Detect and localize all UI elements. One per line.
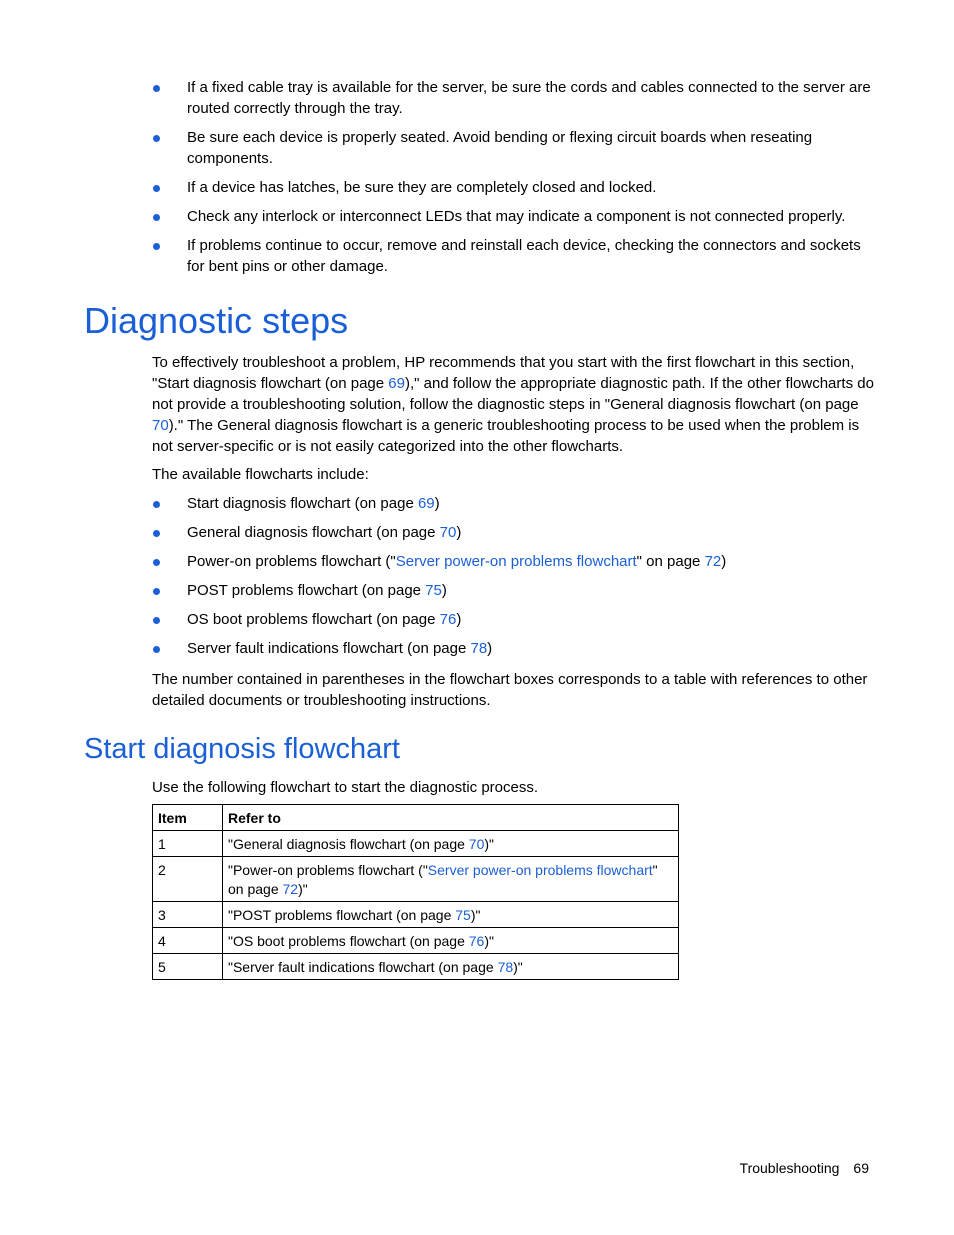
reference-table bbox=[152, 804, 679, 980]
item-cell: 4 bbox=[153, 928, 223, 954]
page-link[interactable]: 78 bbox=[497, 959, 514, 975]
flowchart-list bbox=[152, 493, 877, 667]
table-row bbox=[153, 954, 679, 980]
page-footer bbox=[740, 1158, 869, 1178]
bullet-icon bbox=[153, 646, 160, 653]
refer-cell: "Power-on problems flowchart ("Server power-on problems flowchart" on page 72)" bbox=[223, 857, 679, 902]
bullet-icon bbox=[153, 185, 160, 192]
flowchart-link[interactable]: Server power-on problems flowchart bbox=[427, 862, 653, 878]
start-diagnosis-intro: Use the following flowchart to start the diagnostic process. bbox=[152, 779, 539, 796]
page-link[interactable]: 70 bbox=[468, 836, 485, 852]
page-link[interactable]: 69 bbox=[417, 495, 435, 512]
bullet-icon bbox=[153, 214, 160, 221]
table-header-row bbox=[153, 805, 679, 831]
list-item: Server fault indications flowchart (on page 78) bbox=[152, 638, 877, 659]
refer-cell: "OS boot problems flowchart (on page 76)" bbox=[223, 928, 679, 954]
page-number: 69 bbox=[853, 1160, 869, 1176]
page-link[interactable]: 75 bbox=[455, 907, 471, 923]
table-row bbox=[153, 928, 679, 954]
page-link[interactable]: 78 bbox=[470, 640, 488, 657]
page-link[interactable]: 76 bbox=[439, 611, 457, 628]
item-cell: 3 bbox=[153, 902, 223, 928]
table-row bbox=[153, 831, 679, 857]
item-cell: 5 bbox=[153, 954, 223, 980]
list-item: If a fixed cable tray is available for the server, be sure the cords and cables connected to the server are routed correctly through the tray. bbox=[152, 77, 877, 119]
flowchart-link[interactable]: Server power-on problems flowchart bbox=[395, 553, 637, 570]
table-row bbox=[153, 857, 679, 902]
list-item: If a device has latches, be sure they are completely closed and locked. bbox=[152, 177, 877, 198]
intro-paragraph: To effectively troubleshoot a problem, HP recommends that you start with the first flowchart in this section, "Start diagnosis flowchart (on page 69)," and follow the appropriate diagnostic path. If the other flowcharts do not provide a troubleshooting solution, follow the diagnostic steps in "General diagnosis flowchart (on page 70)." The General diagnosis flowchart is a generic troubleshooting process to be used when the problem is not server-specific or is not easily categorized into the other flowcharts. bbox=[152, 354, 874, 455]
page-link[interactable]: 72 bbox=[704, 553, 722, 570]
page-link[interactable]: 69 bbox=[388, 375, 405, 392]
bullet-icon bbox=[153, 85, 160, 92]
item-cell: 1 bbox=[153, 831, 223, 857]
page-link[interactable]: 70 bbox=[439, 524, 457, 541]
column-header-item: Item bbox=[153, 805, 223, 831]
refer-cell: "POST problems flowchart (on page 75)" bbox=[223, 902, 679, 928]
available-flowcharts-label: The available flowcharts include: bbox=[152, 466, 369, 483]
numbers-note-paragraph: The number contained in parentheses in the flowchart boxes corresponds to a table with references to other detailed documents or troubleshooting instructions. bbox=[152, 671, 868, 709]
bullet-icon bbox=[153, 559, 160, 566]
list-item: Power-on problems flowchart ("Server power-on problems flowchart" on page 72) bbox=[152, 551, 877, 572]
refer-cell: "General diagnosis flowchart (on page 70)" bbox=[223, 831, 679, 857]
column-header-refer-to: Refer to bbox=[223, 805, 679, 831]
table-row bbox=[153, 902, 679, 928]
list-item: Be sure each device is properly seated. Avoid bending or flexing circuit boards when reseating components. bbox=[152, 127, 877, 169]
page-link[interactable]: 70 bbox=[152, 417, 169, 434]
list-item: Start diagnosis flowchart (on page 69) bbox=[152, 493, 877, 514]
list-item: General diagnosis flowchart (on page 70) bbox=[152, 522, 877, 543]
bullet-icon bbox=[153, 243, 160, 250]
list-item: POST problems flowchart (on page 75) bbox=[152, 580, 877, 601]
list-item: OS boot problems flowchart (on page 76) bbox=[152, 609, 877, 630]
page-link[interactable]: 75 bbox=[425, 582, 442, 599]
page-link[interactable]: 76 bbox=[468, 933, 485, 949]
precaution-list bbox=[152, 77, 877, 285]
footer-section: Troubleshooting bbox=[739, 1160, 840, 1176]
bullet-icon bbox=[153, 501, 160, 508]
bullet-icon bbox=[153, 617, 160, 624]
list-item: If problems continue to occur, remove and reinstall each device, checking the connectors and sockets for bent pins or other damage. bbox=[152, 235, 877, 277]
refer-cell: "Server fault indications flowchart (on page 78)" bbox=[223, 954, 679, 980]
bullet-icon bbox=[153, 588, 160, 595]
item-cell: 2 bbox=[153, 857, 223, 902]
page-link[interactable]: 72 bbox=[282, 881, 299, 897]
section-heading-start-diagnosis: Start diagnosis flowchart bbox=[84, 733, 400, 765]
bullet-icon bbox=[153, 135, 160, 142]
bullet-icon bbox=[153, 530, 160, 537]
list-item: Check any interlock or interconnect LEDs that may indicate a component is not connected properly. bbox=[152, 206, 877, 227]
section-heading-diagnostic-steps: Diagnostic steps bbox=[84, 300, 349, 341]
